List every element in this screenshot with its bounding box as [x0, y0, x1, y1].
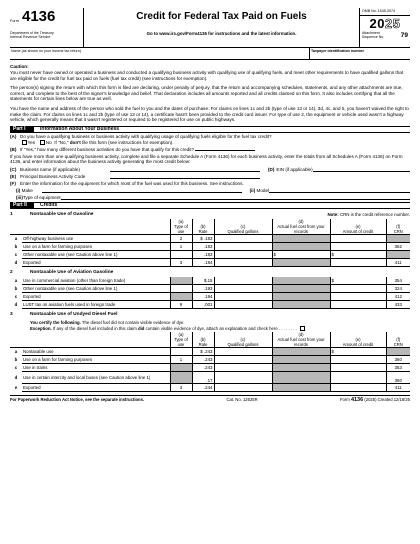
row-letter: a — [14, 278, 18, 284]
line-2-title: Nontaxable Use of Aviation Gasoline — [30, 270, 114, 276]
department-block — [10, 31, 54, 40]
row-label: Use on a farm for farming purposes — [22, 243, 170, 251]
activity-count-field[interactable] — [195, 147, 255, 151]
row-letter: b — [14, 357, 18, 363]
col-a-header: (a) Type of use — [170, 332, 192, 348]
crn-cell: 350 — [386, 372, 410, 384]
crn-cell: 353 — [386, 364, 410, 372]
line-3-table — [10, 332, 410, 393]
row-label: Exported — [22, 293, 170, 301]
line-3-certification — [10, 320, 410, 330]
credit-amount-input[interactable] — [330, 372, 386, 384]
caution-heading: Caution: — [10, 64, 29, 69]
crn-cell: 411 — [386, 384, 410, 392]
line-1-note: CRN is the credit reference number. — [339, 212, 410, 218]
fuel-cost-cell — [272, 235, 330, 243]
attachment-label: Attachment — [362, 31, 380, 35]
question-c-letter: (C) — [10, 166, 17, 172]
question-b-text: If "Yes," how many different business activities do you have that qualify for this credit? — [20, 147, 195, 153]
col-e-header: (e) Amount of credit — [330, 219, 386, 235]
tin-label: Taxpayer identification number — [311, 49, 365, 53]
department-line-1: Department of the Treasury — [10, 31, 54, 35]
question-e-letter: (E) — [10, 173, 17, 179]
col-d-header: (d) Actual fuel cost from your records — [272, 219, 330, 235]
col-d-header: (d) Actual fuel cost from your records — [272, 332, 330, 348]
name-label: Name (as shown on your income tax return) — [11, 49, 81, 53]
name-row — [10, 48, 410, 60]
table-row — [10, 251, 410, 259]
credit-amount-input[interactable] — [330, 293, 386, 301]
question-a-letter: (A) — [10, 134, 17, 140]
dollar-sign: $ — [331, 278, 334, 284]
row-label: Off-highway business use — [22, 235, 170, 243]
no-note-bold: don't — [69, 139, 81, 145]
business-code-field[interactable] — [110, 174, 260, 179]
row-label: Exported — [22, 259, 170, 267]
form-title: Credit for Federal Tax Paid on Fuels — [136, 11, 307, 22]
form-id-block — [10, 8, 84, 47]
table-row — [10, 356, 410, 364]
caution-paragraph-1: You must never have owned or operated a business and conducted a qualifying business activity with qualifying use of qualifying fuels, and meet other requirements to have qualified gallons that are eligible for the credit for fuel tax paid on fuels (fuel tax credit) (see instructions for exemption). — [10, 70, 404, 81]
rate-cell: .183 — [192, 243, 214, 251]
gallons-input[interactable] — [214, 243, 272, 251]
department-line-2: Internal Revenue Service — [10, 35, 51, 40]
type-of-use-cell: 9 — [170, 301, 192, 309]
crn-cell — [386, 251, 410, 259]
no-note-pre: If "No," — [54, 139, 69, 145]
business-name-field[interactable] — [110, 167, 260, 172]
credit-amount-input[interactable] — [330, 364, 386, 372]
line-1-note-bold: Note: — [327, 212, 339, 218]
question-a-answers — [20, 140, 410, 146]
fuel-cost-input[interactable] — [272, 251, 330, 259]
credit-amount-input[interactable] — [330, 301, 386, 309]
table-row — [10, 293, 410, 301]
col-c-header: (c) Qualified gallons — [214, 332, 272, 348]
type-label: Type of equipment — [22, 195, 61, 201]
line-3-title: Nontaxable Use of Undyed Diesel Fuel — [30, 312, 118, 318]
question-f-letter: (F) — [10, 181, 16, 186]
caution-paragraph-3: You have the name and address of the person who sold the fuel to you and the dates of purchase. For claims on lines 1c and 2b (type of use 13 or 14), 3d, 4c, and 5, you haven't waived the right to make the claim. For claims on lines 1c and 2b (type of use 13 or 14), a certificate hasn't been provided to the credit card issuer. For type of use 2, the equipment or vehicle used wasn't a highway vehicle, which generally means that it wasn't registered or required to be registered for use on public highways. — [10, 106, 409, 123]
gallons-input[interactable] — [214, 251, 272, 259]
caution-paragraph-2: The person(s) signing the return with which this form is filed are declaring, under penalty of perjury, that the return and accompanying schedules, statements, and any other attachments are true, correct, and complete to the best of the signer's knowledge and belief. That declaration includes all amounts reported and all credits claimed on this form. It also includes certifying that all the statements for certain lines below are true as well. — [10, 85, 403, 102]
gallons-input[interactable] — [214, 356, 272, 364]
cert-1-bold: You certify the following. — [30, 320, 81, 326]
row-letter: d — [14, 302, 18, 308]
line-1-column-headers — [10, 219, 410, 235]
form-page — [10, 8, 410, 404]
gallons-input[interactable] — [214, 372, 272, 384]
row-label: Use in trains — [22, 364, 170, 372]
make-label: Make — [21, 188, 33, 194]
row-label: Nontaxable use — [22, 348, 170, 356]
crn-cell: 412 — [386, 293, 410, 301]
row-label: Other nontaxable use (see Caution above line 1) — [22, 285, 170, 293]
table-row — [10, 259, 410, 267]
table-row — [10, 372, 410, 384]
fuel-cost-cell — [272, 243, 330, 251]
row-letter: d — [14, 375, 18, 381]
type-of-use-cell — [170, 293, 192, 301]
rate-cell: .183 — [192, 251, 214, 259]
question-e — [10, 174, 410, 180]
model-field[interactable] — [269, 188, 410, 193]
goto-instructions: Go to www.irs.gov/Form4136 for instructions and the latest information. — [146, 31, 297, 37]
type-field[interactable] — [61, 195, 410, 200]
type-of-use-cell[interactable] — [170, 348, 192, 356]
fuel-cost-cell — [272, 259, 330, 267]
question-c-d — [10, 167, 410, 173]
table-row — [10, 301, 410, 309]
part-2-bar — [10, 202, 410, 209]
table-row — [10, 243, 410, 251]
gallons-input[interactable] — [214, 301, 272, 309]
row-label: Use on a farm for farming purposes — [22, 356, 170, 364]
col-b-header: (b) Rate — [192, 332, 214, 348]
model-index: (ii) — [249, 188, 256, 194]
type-of-use-cell — [170, 364, 192, 372]
line-2-heading — [10, 270, 410, 276]
line-1-table — [10, 219, 410, 268]
rate-cell: .001 — [192, 301, 214, 309]
gallons-input[interactable] — [214, 259, 272, 267]
table-row — [10, 285, 410, 293]
table-row — [10, 277, 410, 285]
crn-cell: 360 — [386, 356, 410, 364]
credit-amount-input[interactable] — [330, 259, 386, 267]
fuel-cost-cell — [272, 372, 330, 384]
equipment-make-model — [10, 188, 410, 194]
type-of-use-cell[interactable] — [170, 285, 192, 293]
business-name-label: Business name (if applicable) — [20, 166, 81, 172]
cert-dots: . . . . . . . . — [278, 325, 297, 331]
type-of-use-cell: 1 — [170, 356, 192, 364]
omb-number: OMB No. 1545-0074 — [360, 8, 410, 16]
row-letter: b — [14, 286, 18, 292]
col-c-header: (c) Qualified gallons — [214, 219, 272, 235]
row-letter: a — [14, 349, 18, 355]
question-f — [10, 181, 410, 187]
question-b — [10, 147, 410, 153]
cert-2-bold: Exception. — [30, 325, 52, 331]
form-word: Form — [10, 19, 19, 23]
yes-label: Yes — [27, 139, 35, 145]
col-b-header: (b) Rate — [192, 219, 214, 235]
fuel-cost-cell — [272, 364, 330, 372]
col-f-header: (f) CRN — [386, 219, 410, 235]
rate-cell: .244 — [192, 384, 214, 392]
line-2-number: 2 — [10, 270, 13, 276]
crn-cell: 324 — [386, 285, 410, 293]
line-1-title: Nontaxable Use of Gasoline — [30, 211, 94, 217]
form-footer — [10, 395, 410, 404]
schedule-a-instructions: If you have more than one qualifying business activity, complete and file a separate Schedule A (Form 4136) for each business activity, enter the totals from all Schedules A (Form 4136) on Form 4136, and enter information about the business activity generating the most credit below: — [10, 153, 403, 165]
line-3-column-headers — [10, 332, 410, 348]
fuel-cost-cell — [272, 293, 330, 301]
credit-amount-input[interactable] — [330, 251, 386, 259]
rate-cell: .17 — [192, 372, 214, 384]
type-of-use-cell — [170, 372, 192, 384]
yes-checkbox[interactable] — [22, 140, 27, 145]
dollar-sign: $ — [331, 251, 334, 257]
part-2-title: Credits — [40, 202, 58, 209]
credit-amount-input[interactable] — [330, 356, 386, 364]
row-label: Other nontaxable use (see Caution above line 1) — [22, 251, 170, 259]
form-header — [10, 8, 410, 48]
question-b-letter: (B) — [10, 147, 17, 153]
no-checkbox[interactable] — [40, 140, 45, 145]
model-label: Model — [256, 188, 270, 194]
type-of-use-cell: 3 — [170, 259, 192, 267]
gallons-input[interactable] — [214, 348, 272, 356]
row-label: Use in certain intercity and local buses (see Caution above line 1) — [22, 372, 170, 384]
row-letter: b — [14, 243, 18, 249]
credit-amount-input[interactable] — [330, 243, 386, 251]
type-of-use-cell — [170, 277, 192, 285]
footer-form-number: 4136 — [350, 397, 364, 404]
dollar-sign: $ — [331, 349, 334, 355]
cert-2-did: did — [137, 325, 145, 331]
row-letter: e — [14, 385, 18, 391]
part-1-bar — [10, 126, 410, 133]
type-of-use-cell: 2 — [170, 235, 192, 243]
crn-cell: 354 — [386, 277, 410, 285]
row-letter: c — [14, 294, 18, 300]
row-letter: c — [14, 365, 18, 371]
crn-cell: 411 — [386, 259, 410, 267]
crn-cell: 362 — [386, 243, 410, 251]
col-f-header: (f) CRN — [386, 332, 410, 348]
rate-cell: .184 — [192, 259, 214, 267]
rate-cell: .243 — [192, 364, 214, 372]
gallons-input[interactable] — [214, 285, 272, 293]
rate-cell: .193 — [192, 285, 214, 293]
credit-amount-input[interactable] — [330, 235, 386, 243]
name-field[interactable] — [10, 48, 310, 59]
footer-form-word: Form — [339, 397, 350, 403]
tin-field[interactable] — [310, 48, 410, 59]
row-letter: c — [14, 251, 18, 257]
part-1-label: Part I — [10, 127, 34, 132]
fuel-cost-cell — [272, 356, 330, 364]
gallons-input[interactable] — [214, 277, 272, 285]
type-of-use-cell: 3 — [170, 384, 192, 392]
row-label: Use in commercial aviation (other than foreign trade) — [22, 277, 170, 285]
cert-2-post: contain visible evidence of dye, attach an explanation and check here — [145, 325, 278, 331]
credit-amount-input[interactable] — [330, 384, 386, 392]
crn-cell — [386, 235, 410, 243]
credit-amount-input[interactable] — [330, 277, 386, 285]
line-1-heading — [10, 212, 410, 218]
dye-exception-checkbox[interactable] — [300, 326, 305, 331]
tax-year-suffix: 25 — [385, 16, 401, 31]
attachment-sequence — [360, 31, 410, 39]
fuel-cost-cell — [272, 277, 330, 285]
paperwork-notice: For Paperwork Reduction Act Notice, see the separate instructions. — [10, 397, 145, 403]
line-1-number: 1 — [10, 211, 13, 217]
table-row — [10, 384, 410, 392]
table-row — [10, 348, 410, 356]
type-of-use-cell: 1 — [170, 243, 192, 251]
table-row — [10, 364, 410, 372]
fuel-cost-cell — [272, 348, 330, 356]
form-number: 4136 — [22, 8, 56, 25]
fuel-cost-cell — [272, 384, 330, 392]
row-label: LUST tax on aviation fuels used in foreign trade — [22, 301, 170, 309]
title-block — [84, 8, 360, 47]
question-f-text: Enter the information for the equipment for which most of the fuel was used for this business. See instructions. — [20, 181, 244, 186]
equipment-type — [10, 195, 410, 201]
question-a-text: Do you have a qualifying business or business activity with qualifying usage of qualifying fuels eligible for the fuel tax credit? — [20, 134, 272, 140]
dollar-sign: $ — [273, 251, 276, 257]
sequence-label: Sequence No. — [362, 35, 385, 40]
ein-label: EIN (if applicable) — [276, 166, 313, 172]
question-a — [10, 134, 410, 145]
tax-year — [360, 16, 410, 31]
no-note-post: file this form (see instructions for exemption). — [82, 139, 174, 145]
rate-cell: $.15 — [192, 277, 214, 285]
ein-field[interactable] — [313, 167, 410, 172]
tax-year-prefix: 20 — [369, 16, 385, 31]
omb-block — [360, 8, 410, 47]
credit-amount-input[interactable] — [330, 348, 386, 356]
col-e-header: (e) Amount of credit — [330, 332, 386, 348]
crn-cell — [386, 348, 410, 356]
credit-amount-input[interactable] — [330, 285, 386, 293]
gallons-input[interactable] — [214, 364, 272, 372]
footer-created: (2025) Created 12/18/25 — [364, 397, 410, 403]
fuel-cost-cell — [272, 301, 330, 309]
table-row — [10, 235, 410, 243]
gallons-input[interactable] — [214, 293, 272, 301]
gallons-input[interactable] — [214, 384, 272, 392]
gallons-input[interactable] — [214, 235, 272, 243]
make-field[interactable] — [42, 188, 242, 193]
part-2-label: Part II — [10, 203, 34, 208]
make-index: (i) — [16, 188, 21, 194]
sequence-number: 79 — [400, 31, 408, 39]
cert-1-text: The diesel fuel did not contain visible evidence of dye. — [81, 320, 185, 326]
catalog-number: Cat. No. 12625R — [226, 397, 258, 403]
no-label: No — [45, 139, 52, 145]
line-3-number: 3 — [10, 312, 13, 318]
cert-2-pre: If any of the diesel fuel included in this claim — [52, 325, 137, 331]
fuel-cost-cell — [272, 285, 330, 293]
line-3-heading — [10, 312, 410, 318]
row-label: Exported — [22, 384, 170, 392]
form-footer-id — [340, 397, 410, 404]
type-of-use-cell[interactable] — [170, 251, 192, 259]
rate-cell: $ .183 — [192, 235, 214, 243]
col-a-header: (a) Type of use — [170, 219, 192, 235]
question-d-letter: (D) — [268, 166, 275, 172]
type-index: (iii) — [16, 195, 23, 201]
crn-cell: 433 — [386, 301, 410, 309]
row-letter: a — [14, 236, 18, 242]
rate-cell: $ .243 — [192, 348, 214, 356]
rate-cell: .243 — [192, 356, 214, 364]
rate-cell: .194 — [192, 293, 214, 301]
business-code-label: Principal Business Activity Code — [20, 173, 86, 179]
row-letter: d — [14, 259, 18, 265]
line-2-table — [10, 277, 410, 310]
part-1-title: Information About Your Business — [40, 126, 120, 133]
